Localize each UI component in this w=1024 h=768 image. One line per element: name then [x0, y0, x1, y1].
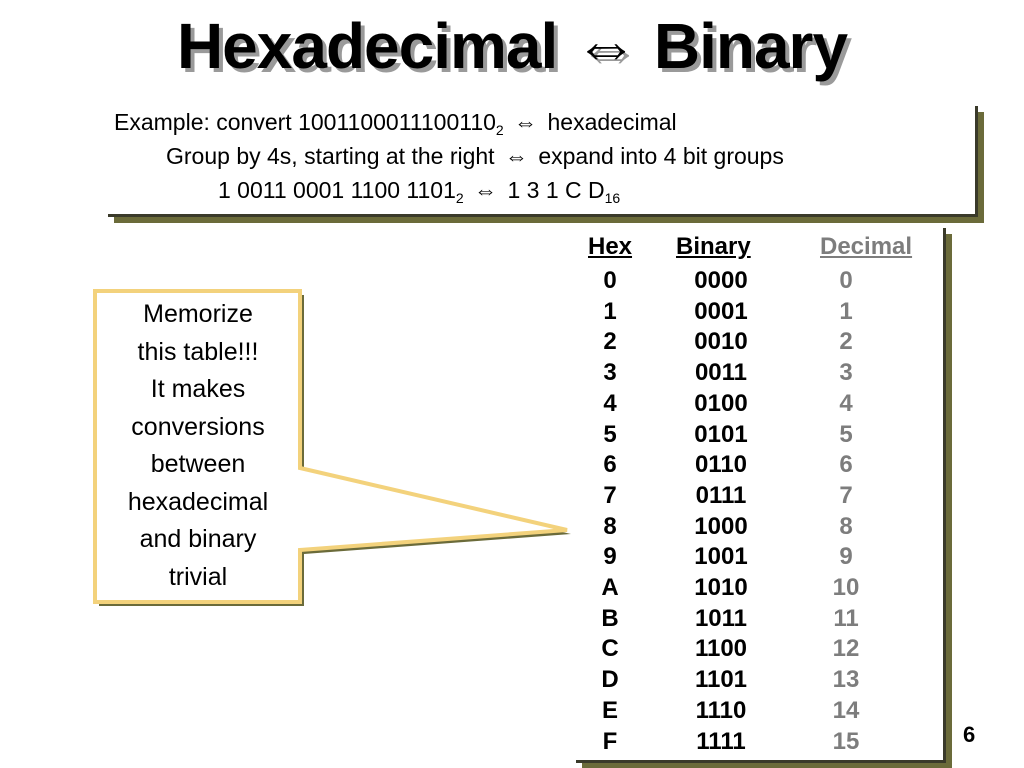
hex-cell: 4: [603, 389, 617, 417]
callout-line: Memorize: [143, 300, 253, 328]
binary-cell: 1010: [694, 574, 748, 601]
binary-cell: 0001: [694, 297, 748, 325]
base-2-subscript: 2: [495, 122, 504, 138]
example-suffix: hexadecimal: [547, 109, 677, 135]
grouped-binary: 1 0011 0001 1100 1101: [218, 177, 456, 203]
callout-text: [100, 296, 296, 596]
decimal-cell: 0: [839, 267, 853, 294]
decimal-cell: 13: [832, 666, 860, 694]
table-row: [576, 727, 943, 758]
double-arrow-icon: ⇔: [514, 109, 538, 135]
binary-cell: 0000: [694, 267, 748, 294]
hex-cell: E: [601, 696, 618, 724]
table-row: [576, 512, 943, 543]
double-arrow-icon: ⇔: [504, 143, 528, 169]
table-row: [576, 573, 943, 604]
hex-cell: 8: [603, 512, 617, 540]
base-16-subscript: 16: [604, 190, 621, 206]
table-row: [576, 266, 943, 297]
hex-cell: B: [601, 604, 619, 632]
example-prefix: Example: convert 1001100011100110: [114, 109, 496, 135]
binary-cell: 1100: [694, 635, 748, 663]
table-row: [576, 389, 943, 420]
decimal-cell: 1: [839, 297, 853, 325]
decimal-cell: 7: [839, 481, 853, 509]
table-row: [576, 450, 943, 481]
slide-number: 6: [963, 722, 976, 747]
hex-cell: 5: [603, 420, 617, 448]
callout-line: between: [150, 450, 246, 478]
binary-cell: 0010: [694, 328, 748, 356]
decimal-cell: 4: [839, 389, 853, 417]
decimal-cell: 5: [839, 420, 853, 448]
decimal-cell: 12: [832, 635, 860, 663]
hex-cell: 9: [603, 543, 617, 571]
expand-instruction: expand into 4 bit groups: [538, 143, 784, 169]
binary-cell: 0100: [694, 389, 748, 417]
table-row: [576, 542, 943, 573]
hex-cell: 3: [603, 359, 617, 387]
binary-cell: 1110: [695, 696, 747, 724]
binary-cell: 0011: [694, 359, 748, 387]
table-row: [576, 358, 943, 389]
decimal-cell: 2: [839, 328, 853, 356]
decimal-cell: 8: [839, 512, 853, 540]
decimal-cell: 9: [839, 543, 853, 571]
decimal-cell: 11: [833, 604, 859, 632]
hex-cell: A: [601, 574, 619, 601]
callout-line: and binary: [139, 525, 257, 553]
hex-cell: C: [601, 635, 619, 663]
table-row: [576, 297, 943, 328]
header-decimal: Decimal: [820, 233, 913, 260]
callout-line: conversions: [131, 412, 265, 441]
binary-cell: 1000: [694, 512, 748, 540]
decimal-cell: 3: [839, 359, 853, 387]
header-binary: Binary: [676, 233, 751, 260]
binary-cell: 1111: [696, 727, 746, 755]
callout-line: It makes: [150, 375, 246, 403]
callout-line: hexadecimal: [127, 487, 269, 516]
hex-cell: 2: [603, 328, 617, 356]
slide-title: Hexadecimal ⇔ Binary: [176, 10, 848, 82]
table-row: [576, 327, 943, 358]
hex-cell: 6: [603, 451, 617, 479]
callout-line: trivial: [168, 562, 228, 591]
hex-cell: 1: [603, 297, 617, 325]
binary-cell: 1011: [694, 604, 748, 632]
decimal-cell: 10: [832, 574, 860, 601]
table-row: [576, 665, 943, 696]
decimal-cell: 6: [839, 451, 853, 479]
double-arrow-icon: ⇔: [474, 177, 498, 203]
binary-cell: 0110: [694, 451, 748, 479]
hex-cell: D: [601, 666, 619, 694]
binary-cell: 0111: [695, 481, 747, 509]
base-2-subscript: 2: [455, 190, 464, 206]
hex-cell: 0: [603, 267, 617, 294]
table-row: [576, 634, 943, 665]
binary-cell: 1001: [694, 543, 748, 571]
hex-cell: F: [602, 727, 618, 755]
decimal-cell: 15: [832, 727, 860, 755]
hex-cell: 7: [603, 481, 617, 509]
binary-cell: 1101: [694, 666, 748, 694]
table-row: [576, 696, 943, 727]
callout-line: this table!!!: [137, 337, 259, 366]
table-row: [576, 420, 943, 451]
hex-result: 1 3 1 C D: [507, 177, 605, 203]
table-row: [576, 481, 943, 512]
group-instruction: Group by 4s, starting at the right: [166, 143, 495, 169]
hex-binary-table: [576, 228, 946, 763]
header-hex: Hex: [588, 233, 633, 260]
binary-cell: 0101: [694, 420, 748, 448]
table-row: [576, 604, 943, 635]
decimal-cell: 14: [832, 696, 860, 724]
